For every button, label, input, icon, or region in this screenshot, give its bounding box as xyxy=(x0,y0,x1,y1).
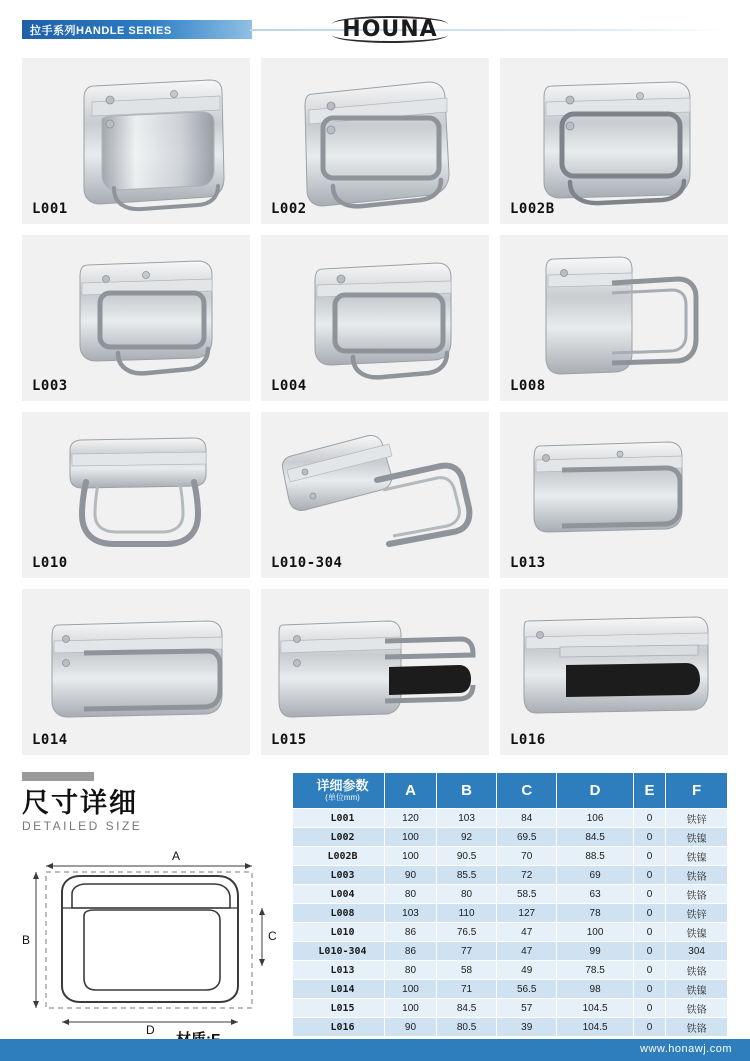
cell-c: 69.5 xyxy=(497,828,557,847)
page-footer xyxy=(0,1039,750,1061)
product-cell[interactable] xyxy=(261,589,489,755)
product-cell[interactable] xyxy=(22,589,250,755)
cell-e: 0 xyxy=(633,999,665,1018)
table-row xyxy=(293,999,728,1018)
column-header-e: E xyxy=(633,773,665,809)
cell-e: 0 xyxy=(633,980,665,999)
cell-b: 80 xyxy=(436,885,496,904)
cell-e: 0 xyxy=(633,961,665,980)
cell-b: 90.5 xyxy=(436,847,496,866)
product-code: L010 xyxy=(32,555,68,571)
dim-label-d: D xyxy=(146,1023,155,1034)
table-row xyxy=(293,961,728,980)
cell-e: 0 xyxy=(633,866,665,885)
cell-a: 90 xyxy=(385,866,437,885)
cell-c: 70 xyxy=(497,847,557,866)
cell-b: 76.5 xyxy=(436,923,496,942)
cell-f: 铁铬 xyxy=(666,885,728,904)
cell-f: 铁铬 xyxy=(666,961,728,980)
cell-d: 99 xyxy=(557,942,634,961)
spec-table-body xyxy=(293,809,728,1037)
column-header-b: B xyxy=(436,773,496,809)
handle-illustration xyxy=(261,58,489,224)
page-header xyxy=(0,0,750,48)
cell-f: 铁镍 xyxy=(666,847,728,866)
dimension-diagram xyxy=(22,846,284,1034)
cell-c: 56.5 xyxy=(497,980,557,999)
cell-b: 103 xyxy=(436,809,496,828)
cell-f: 铁铬 xyxy=(666,999,728,1018)
series-banner xyxy=(22,20,252,39)
cell-a: 100 xyxy=(385,999,437,1018)
product-cell[interactable] xyxy=(500,412,728,578)
cell-f: 铁镍 xyxy=(666,923,728,942)
product-code: L010-304 xyxy=(271,555,343,571)
cell-d: 104.5 xyxy=(557,999,634,1018)
brand-logo xyxy=(330,14,450,44)
cell-a: 100 xyxy=(385,980,437,999)
cell-model: L003 xyxy=(293,866,385,885)
cell-d: 88.5 xyxy=(557,847,634,866)
cell-b: 85.5 xyxy=(436,866,496,885)
cell-a: 100 xyxy=(385,828,437,847)
cell-e: 0 xyxy=(633,923,665,942)
cell-f: 铁镍 xyxy=(666,828,728,847)
cell-a: 86 xyxy=(385,923,437,942)
product-cell[interactable] xyxy=(22,235,250,401)
cell-b: 84.5 xyxy=(436,999,496,1018)
cell-model: L016 xyxy=(293,1018,385,1037)
cell-model: L015 xyxy=(293,999,385,1018)
cell-d: 78 xyxy=(557,904,634,923)
cell-d: 78.5 xyxy=(557,961,634,980)
product-cell[interactable] xyxy=(261,235,489,401)
handle-illustration xyxy=(261,412,489,578)
cell-a: 103 xyxy=(385,904,437,923)
cell-b: 58 xyxy=(436,961,496,980)
logo-swoosh-bottom-icon xyxy=(332,35,448,43)
handle-illustration xyxy=(261,589,489,755)
detail-accent-bar xyxy=(22,772,94,781)
cell-f: 铁锌 xyxy=(666,809,728,828)
spec-header-row xyxy=(293,773,728,809)
spec-table-title-cell xyxy=(293,773,385,809)
dim-label-c: C xyxy=(268,929,277,943)
cell-d: 63 xyxy=(557,885,634,904)
cell-b: 92 xyxy=(436,828,496,847)
cell-f: 铁铬 xyxy=(666,1018,728,1037)
cell-b: 77 xyxy=(436,942,496,961)
cell-a: 80 xyxy=(385,961,437,980)
product-cell[interactable] xyxy=(261,58,489,224)
spec-table-head xyxy=(293,773,728,809)
cell-b: 110 xyxy=(436,904,496,923)
cell-model: L010 xyxy=(293,923,385,942)
product-cell[interactable] xyxy=(22,412,250,578)
product-code: L008 xyxy=(510,378,546,394)
cell-e: 0 xyxy=(633,942,665,961)
header-divider xyxy=(250,29,728,31)
cell-model: L010-304 xyxy=(293,942,385,961)
column-header-a: A xyxy=(385,773,437,809)
cell-c: 84 xyxy=(497,809,557,828)
handle-illustration xyxy=(261,235,489,401)
product-code: L002B xyxy=(510,201,555,217)
table-row xyxy=(293,942,728,961)
cell-c: 47 xyxy=(497,942,557,961)
cell-model: L008 xyxy=(293,904,385,923)
cell-c: 39 xyxy=(497,1018,557,1037)
cell-model: L014 xyxy=(293,980,385,999)
cell-model: L004 xyxy=(293,885,385,904)
cell-a: 100 xyxy=(385,847,437,866)
spec-table xyxy=(292,772,728,1037)
handle-illustration xyxy=(500,235,728,401)
cell-a: 80 xyxy=(385,885,437,904)
cell-model: L002 xyxy=(293,828,385,847)
detailed-size-block xyxy=(22,772,284,1034)
product-cell[interactable] xyxy=(500,235,728,401)
dim-label-a: A xyxy=(172,849,181,863)
product-grid xyxy=(22,58,728,755)
product-cell[interactable] xyxy=(500,589,728,755)
cell-model: L013 xyxy=(293,961,385,980)
cell-d: 100 xyxy=(557,923,634,942)
cell-model: L001 xyxy=(293,809,385,828)
product-code: L016 xyxy=(510,732,546,748)
cell-f: 304 xyxy=(666,942,728,961)
product-code: L013 xyxy=(510,555,546,571)
table-row xyxy=(293,904,728,923)
product-code: L004 xyxy=(271,378,307,394)
handle-illustration xyxy=(22,589,250,755)
product-code: L003 xyxy=(32,378,68,394)
cell-c: 57 xyxy=(497,999,557,1018)
footer-website[interactable]: www.honawj.com xyxy=(640,1043,732,1055)
cell-b: 80.5 xyxy=(436,1018,496,1037)
detail-title: 尺寸详细 xyxy=(22,788,138,818)
product-code: L001 xyxy=(32,201,68,217)
handle-illustration xyxy=(22,58,250,224)
cell-e: 0 xyxy=(633,828,665,847)
column-header-d: D xyxy=(557,773,634,809)
table-row xyxy=(293,923,728,942)
cell-e: 0 xyxy=(633,885,665,904)
cell-e: 0 xyxy=(633,847,665,866)
cell-f: 铁铬 xyxy=(666,866,728,885)
product-code: L014 xyxy=(32,732,68,748)
product-code: L002 xyxy=(271,201,307,217)
table-row xyxy=(293,828,728,847)
series-banner-label: 拉手系列HANDLE SERIES xyxy=(30,24,172,37)
cell-c: 47 xyxy=(497,923,557,942)
cell-d: 104.5 xyxy=(557,1018,634,1037)
handle-illustration xyxy=(500,58,728,224)
cell-b: 71 xyxy=(436,980,496,999)
spec-table-unit: (单位mm) xyxy=(325,792,360,802)
table-row xyxy=(293,1018,728,1037)
cell-d: 106 xyxy=(557,809,634,828)
table-row xyxy=(293,847,728,866)
dim-label-b: B xyxy=(22,933,31,947)
cell-c: 49 xyxy=(497,961,557,980)
product-code: L015 xyxy=(271,732,307,748)
product-cell[interactable] xyxy=(261,412,489,578)
product-cell[interactable] xyxy=(500,58,728,224)
handle-illustration xyxy=(500,412,728,578)
column-header-f: F xyxy=(666,773,728,809)
cell-d: 98 xyxy=(557,980,634,999)
cell-f: 铁锌 xyxy=(666,904,728,923)
cell-c: 72 xyxy=(497,866,557,885)
spec-table-wrap xyxy=(292,772,728,1037)
cell-model: L002B xyxy=(293,847,385,866)
cell-c: 127 xyxy=(497,904,557,923)
logo-text: HOUNA xyxy=(342,16,438,42)
table-row xyxy=(293,980,728,999)
handle-illustration xyxy=(22,412,250,578)
column-header-c: C xyxy=(497,773,557,809)
product-cell[interactable] xyxy=(22,58,250,224)
cell-a: 120 xyxy=(385,809,437,828)
cell-e: 0 xyxy=(633,809,665,828)
handle-illustration xyxy=(500,589,728,755)
handle-illustration xyxy=(22,235,250,401)
table-row xyxy=(293,885,728,904)
cell-e: 0 xyxy=(633,1018,665,1037)
cell-d: 84.5 xyxy=(557,828,634,847)
detail-subtitle: DETAILED SIZE xyxy=(22,819,143,834)
spec-table-title: 详细参数 xyxy=(316,777,369,793)
table-row xyxy=(293,866,728,885)
cell-a: 90 xyxy=(385,1018,437,1037)
table-row xyxy=(293,809,728,828)
cell-c: 58.5 xyxy=(497,885,557,904)
cell-a: 86 xyxy=(385,942,437,961)
cell-e: 0 xyxy=(633,904,665,923)
cell-d: 69 xyxy=(557,866,634,885)
cell-f: 铁镍 xyxy=(666,980,728,999)
